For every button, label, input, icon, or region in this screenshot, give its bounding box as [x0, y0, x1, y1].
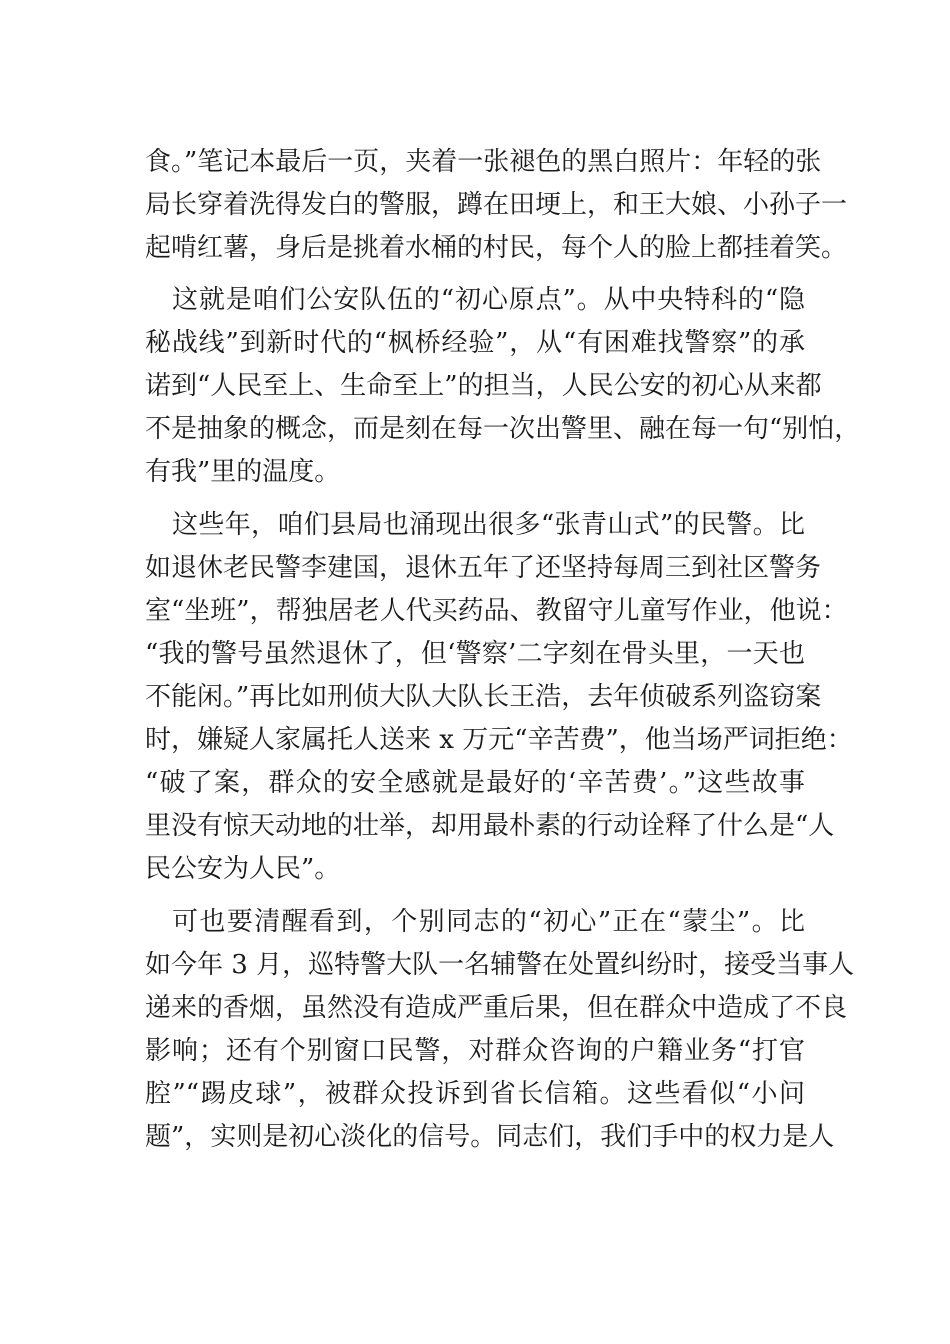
text-line: 递来的香烟，虽然没有造成严重后果，但在群众中造成了不良: [145, 993, 848, 1023]
text-line: 这些年，咱们县局也涌现出很多“张青山式”的民警。比: [172, 510, 805, 540]
text-line: 食。”笔记本最后一页，夹着一张褪色的黑白照片：年轻的张: [145, 147, 822, 177]
text-line: 影响；还有个别窗口民警，对群众咨询的户籍业务“打官: [145, 1036, 805, 1066]
text-line: 民公安为人民”。: [145, 854, 341, 884]
text-line: 室“坐班”，帮独居老人代买药品、教留守儿童写作业，他说：: [145, 596, 848, 626]
text-line: 腔”“踢皮球”，被群众投诉到省长信箱。这些看似“小问: [145, 1079, 805, 1109]
text-line: 可也要清醒看到，个别同志的“初心”正在“蒙尘”。比: [172, 907, 805, 937]
text-line: “破了案，群众的安全感就是最好的‘辛苦费’。”这些故事: [145, 768, 805, 798]
text-line: 如今年 3 月，巡特警大队一名辅警在处置纠纷时，接受当事人: [145, 950, 855, 980]
text-line: 这就是咱们公安队伍的“初心原点”。从中央特科的“隐: [172, 285, 805, 315]
text-line: 不能闲。”再比如刑侦大队大队长王浩，去年侦破系列盗窃案: [145, 682, 822, 712]
text-line: “我的警号虽然退休了，但‘警察’二字刻在骨头里，一天也: [145, 639, 805, 669]
text-line: 如退休老民警李建国，退休五年了还坚持每周三到社区警务: [145, 553, 822, 583]
text-line: 诺到“人民至上、生命至上”的担当，人民公安的初心从来都: [145, 371, 822, 401]
text-line: 起啃红薯，身后是挑着水桶的村民，每个人的脸上都挂着笑。: [145, 233, 848, 263]
text-line: 不是抽象的概念，而是刻在每一次出警里、融在每一句“别怕，: [145, 414, 861, 444]
text-line: 有我”里的温度。: [145, 457, 341, 487]
text-line: 时，嫌疑人家属托人送来 x 万元“辛苦费”，他当场严词拒绝：: [145, 725, 853, 755]
text-line: 里没有惊天动地的壮举，却用最朴素的行动诠释了什么是“人: [145, 811, 835, 841]
text-line: 局长穿着洗得发白的警服，蹲在田埂上，和王大娘、小孙子一: [145, 190, 848, 220]
text-line: 秘战线”到新时代的“枫桥经验”，从“有困难找警察”的承: [145, 328, 805, 358]
text-line: 题”，实则是初心淡化的信号。同志们，我们手中的权力是人: [145, 1122, 835, 1152]
